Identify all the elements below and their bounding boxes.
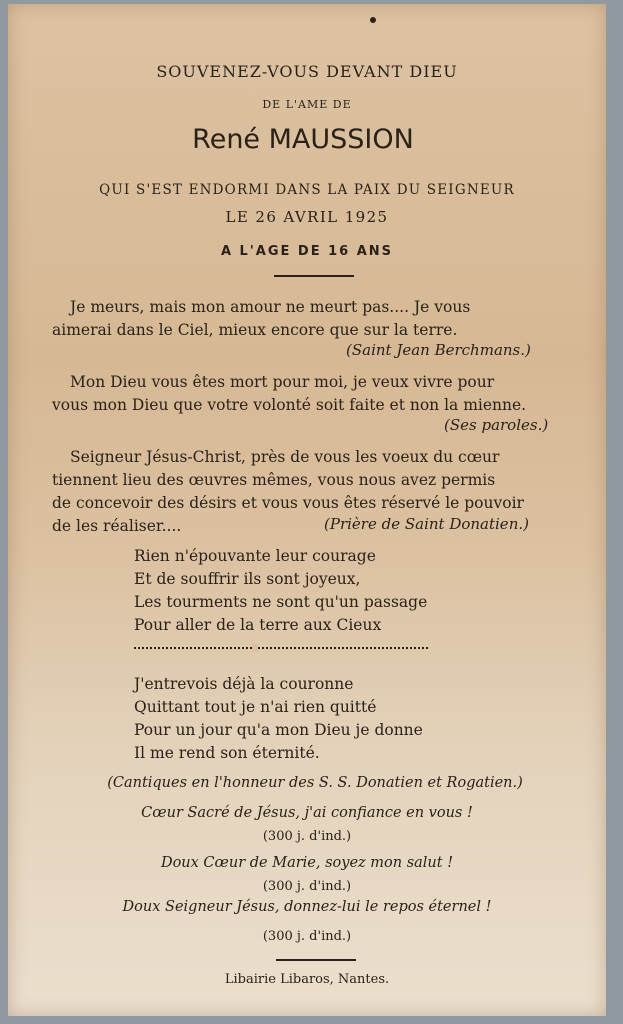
dotted-separator (134, 647, 428, 649)
quote-berchmans (52, 296, 572, 342)
memorial-card (8, 4, 606, 1016)
indulgence-note: (300 j. d'ind.) (262, 879, 352, 894)
verse-line: Et de souffrir ils sont joyeux, (134, 570, 361, 588)
header-line-souvenez: SOUVENEZ-VOUS DEVANT DIEU (156, 62, 458, 81)
quote-source: (Prière de Saint Donatien.) (324, 515, 529, 533)
footer-divider (276, 959, 356, 961)
verse-line: Pour aller de la terre aux Cieux (134, 616, 382, 634)
indulgence-note: (300 j. d'ind.) (262, 929, 352, 944)
verse-line: Il me rend son éternité. (134, 744, 320, 762)
cantique-source: (Cantiques en l'honneur des S. S. Donatien et Rogatien.) (107, 775, 523, 791)
quote-line: Je meurs, mais mon amour ne meurt pas.... Je vous (70, 298, 471, 316)
age-at-death: A L'AGE DE 16 ANS (220, 244, 394, 259)
prayer-coeur-marie: Doux Cœur de Marie, soyez mon salut ! (160, 855, 454, 871)
verse-line: Quittant tout je n'ai rien quitté (134, 698, 377, 716)
pin-hole (370, 17, 376, 23)
header-line-endormi: QUI S'EST ENDORMI DANS LA PAIX DU SEIGNEUR (99, 182, 515, 198)
deceased-name: René MAUSSION (192, 124, 414, 155)
quote-line: aimerai dans le Ciel, mieux encore que sur la terre. (52, 321, 458, 339)
indulgence-note: (300 j. d'ind.) (262, 829, 352, 844)
prayer-repos-eternel: Doux Seigneur Jésus, donnez-lui le repos éternel ! (122, 899, 492, 915)
quote-line: vous mon Dieu que votre volonté soit faite et non la mienne. (52, 396, 527, 414)
verse-line: J'entrevois déjà la couronne (134, 675, 354, 693)
quote-line: Seigneur Jésus-Christ, près de vous les voeux du cœur (70, 448, 500, 466)
quote-line: Mon Dieu vous êtes mort pour moi, je veux vivre pour (70, 373, 495, 391)
quote-ses-paroles (52, 371, 572, 417)
quote-source: (Saint Jean Berchmans.) (346, 341, 531, 359)
verse-stanza-1 (134, 545, 427, 637)
quote-source: (Ses paroles.) (444, 416, 549, 434)
quote-line: de concevoir des désirs et vous vous êtes réservé le pouvoir (52, 494, 524, 512)
quote-line: tiennent lieu des œuvres mêmes, vous nous avez permis (52, 471, 496, 489)
header-divider (274, 275, 354, 277)
verse-line: Pour un jour qu'a mon Dieu je donne (134, 721, 423, 739)
death-date: LE 26 AVRIL 1925 (225, 208, 389, 226)
prayer-sacre-coeur: Cœur Sacré de Jésus, j'ai confiance en vous ! (141, 805, 473, 821)
verse-stanza-2 (134, 673, 423, 765)
verse-line: Rien n'épouvante leur courage (134, 547, 376, 565)
header-line-ame: DE L'AME DE (262, 98, 352, 111)
dotted-separator-gap (252, 644, 258, 652)
verse-line: Les tourments ne sont qu'un passage (134, 593, 428, 611)
quote-line: de les réaliser.... (52, 517, 182, 535)
publisher-imprint: Libairie Libaros, Nantes. (224, 972, 390, 987)
